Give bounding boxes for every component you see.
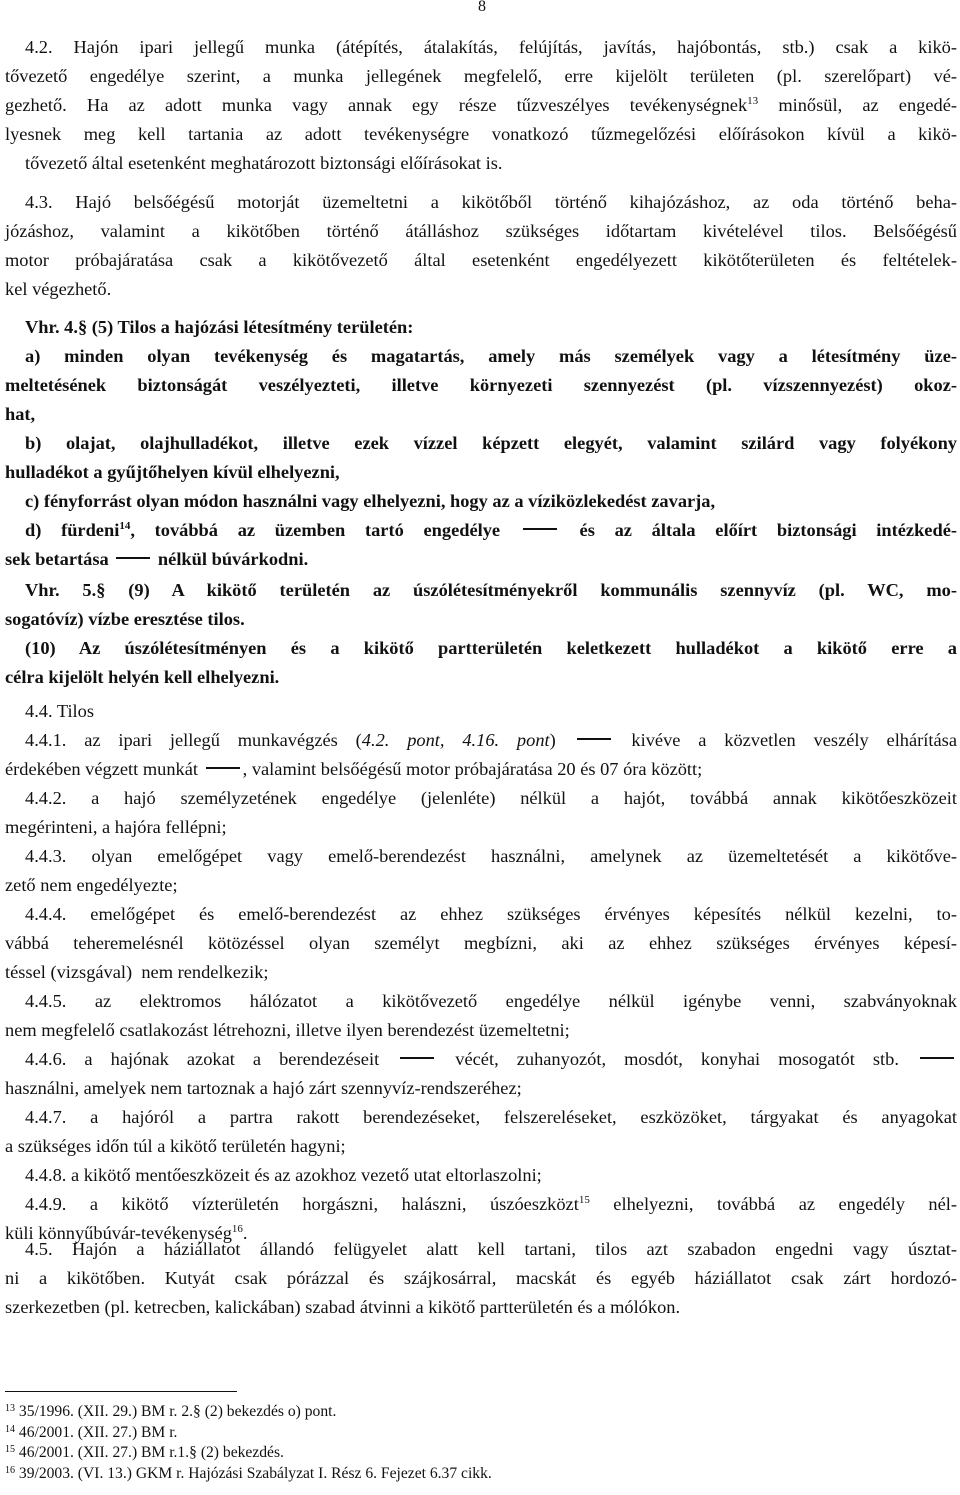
text-line: érdekében végzett munkát , valamint belsőégésű motor próbajáratása 20 és 07 óra között; [5,759,703,779]
footnotes [5,1402,492,1484]
page-number: 8 [478,0,486,15]
text-line: szerkezetben (pl. ketrecben, kalickában) szabad átvinni a kikötő partterületén és a mólókon. [5,1297,681,1317]
footnote-divider [5,1391,237,1392]
text-line: 4.4.7. a hajóról a partra rakott berendezéseket, felszereléseket, eszközöket, tárgyakat és anyagokat [25,1107,957,1127]
text-line: c) fényforrást olyan módon használni vagy elhelyezni, hogy az a víziközlekedést zavarja, [25,491,716,511]
text-line: zető nem engedélyezte; [5,875,178,895]
text-line: lyesnek meg kell tartania az adott tevékenységre vonatkozó tűzmegelőzési előírásokon kívül a kikö- [5,124,957,144]
section-vhr-5 [5,576,957,692]
footnote-ref: 14 [119,520,131,532]
text-line: tővezető engedélye szerint, a munka jellegének megfelelő, erre kijelölt területen (pl. szerelőpart) vé- [5,66,957,86]
text-line: a szükséges időn túl a kikötő területén hagyni; [5,1136,346,1156]
text-line: 4.4.2. a hajó személyzetének engedélye (jelenléte) nélkül a hajót, továbbá annak kikötőeszközeit [25,788,957,808]
text-line: kel végezhető. [5,279,112,299]
section-vhr-4 [5,313,957,574]
section-title: 4.4. Tilos [25,701,95,721]
text-line: 4.2. Hajón ipari jellegű munka (átépítés, átalakítás, felújítás, javítás, hajóbontás, stb.) csak a kikö- [25,37,957,57]
footnote: $^{14}$ 46/2001. (XII. 27.) BM r. [5,1423,178,1441]
text-line: célra kijelölt helyén kell elhelyezni. [5,667,280,687]
text-line: küli könnyűbúvár-tevékenység$^{16}$. [5,1223,248,1243]
em-dash [523,528,557,530]
text-line: használni, amelyek nem tartoznak a hajó zárt szennyvíz-rendszeréhez; [5,1078,522,1098]
footnote: $^{13}$ 35/1996. (XII. 29.) BM r. 2.§ (2) bekezdés o) pont. [5,1403,337,1420]
text-line: Vhr. 5.§ (9) A kikötő területén az úszólétesítményekről kommunális szennyvíz (pl. WC, mo- [25,580,957,600]
text-line: 4.4.8. a kikötő mentőeszközeit és az azokhoz vezető utat eltorlaszolni; [25,1165,542,1185]
text-line: a) minden olyan tevékenység és magatartás, amely más személyek vagy a létesítmény üze- [25,346,957,366]
text-line: 4.4.6. a hajónak azokat a berendezéseit vécét, zuhanyozót, mosdót, konyhai mosogatót stb. [5,1045,957,1074]
footnote: $^{15}$ 46/2001. (XII. 27.) BM r.1.§ (2) bekezdés. [5,1444,284,1462]
text-line: téssel (vizsgával) nem rendelkezik; [5,962,269,982]
text-line: nem megfelelő csatlakozást létrehozni, illetve ilyen berendezést üzemeltetni; [5,1020,570,1040]
text-line: józáshoz, valamint a kikötőben történő átálláshoz szükséges időtartam kivételével tilos. Belsőégésű [5,221,957,241]
section-4-5 [5,1235,957,1322]
text-line: motor próbajáratása csak a kikötővezető által esetenként engedélyezett kikötőterületen és feltételek- [5,250,957,270]
text-line: (10) Az úszólétesítményen és a kikötő partterületén keletkezett hulladékot a kikötő erre a [25,638,957,658]
em-dash [577,738,611,740]
text-line: megérinteni, a hajóra fellépni; [5,817,227,837]
text-line: meltetésének biztonságát veszélyezteti, illetve környezeti szennyezést (pl. vízszennyezést) okoz- [5,375,957,395]
footnote-ref: 15 [578,1194,590,1206]
text-line: hat, [5,404,36,424]
text-line: 4.5. Hajón a háziállatot állandó felügyelet alatt kell tartani, tilos azt szabadon engedni vagy úsztat- [25,1239,957,1259]
footnote-ref: 16 [231,1223,243,1235]
footnote: $^{16}$ 39/2003. (VI. 13.) GKM r. Hajózási Szabályzat I. Rész 6. Fejezet 6.37 cikk. [5,1464,492,1482]
section-4-3 [5,188,957,304]
text-line: 4.4.5. az elektromos hálózatot a kikötővezető engedélye nélkül igénybe venni, szabványoknak [25,991,957,1011]
em-dash [920,1057,954,1059]
text-line: ni a kikötőben. Kutyát csak pórázzal és szájkosárral, macskát és egyéb háziállatot csak zárt hordozó- [5,1268,957,1288]
em-dash [206,767,240,769]
text-line: sogatóvíz) vízbe eresztése tilos. [5,609,245,629]
text-line: 4.4.1. az ipari jellegű munkavégzés (4.2. pont, 4.16. pont) kivéve a közvetlen veszély elhárítása [25,730,957,750]
section-4-2 [5,33,957,178]
text-line: sek betartása nélkül búvárkodni. [5,549,309,569]
text-line: d) fürdeni$^{14}$, továbbá az üzemben tartó engedélye és az általa előírt biztonsági intézkedé- [25,520,957,540]
section-4-4 [5,697,957,1248]
em-dash [400,1057,434,1059]
text-line: tővezető által esetenként meghatározott biztonsági előírásokat is. [25,153,503,173]
text-line: Vhr. 4.§ (5) Tilos a hajózási létesítmény területén: [25,317,414,337]
em-dash [116,557,150,559]
footnote-ref: 13 [747,95,759,107]
text-line: 4.3. Hajó belsőégésű motorját üzemeltetni a kikötőből történő kihajózáshoz, az oda történő beha- [25,192,957,212]
text-line: 4.4.4. emelőgépet és emelő-berendezést az ehhez szükséges érvényes képesítés nélkül kezelni, to- [25,904,957,924]
text-line: gezhető. Ha az adott munka vagy annak egy része tűzveszélyes tevékenységnek$^{13}$ minősül, az engedé- [5,95,957,115]
text-line: hulladékot a gyűjtőhelyen kívül elhelyezni, [5,462,340,482]
text-line: b) olajat, olajhulladékot, illetve ezek vízzel képzett elegyét, valamint szilárd vagy folyékony [25,433,957,453]
text-line: 4.4.9. a kikötő vízterületén horgászni, halászni, úszóeszközt$^{15}$ elhelyezni, továbbá az engedély nél- [25,1194,957,1214]
text-line: 4.4.3. olyan emelőgépet vagy emelő-berendezést használni, amelynek az üzemeltetését a kikötőve- [25,846,957,866]
text-line: vábbá teheremelésnél kötözéssel olyan személyt megbízni, aki az ehhez szükséges érvényes képesí- [5,933,957,953]
